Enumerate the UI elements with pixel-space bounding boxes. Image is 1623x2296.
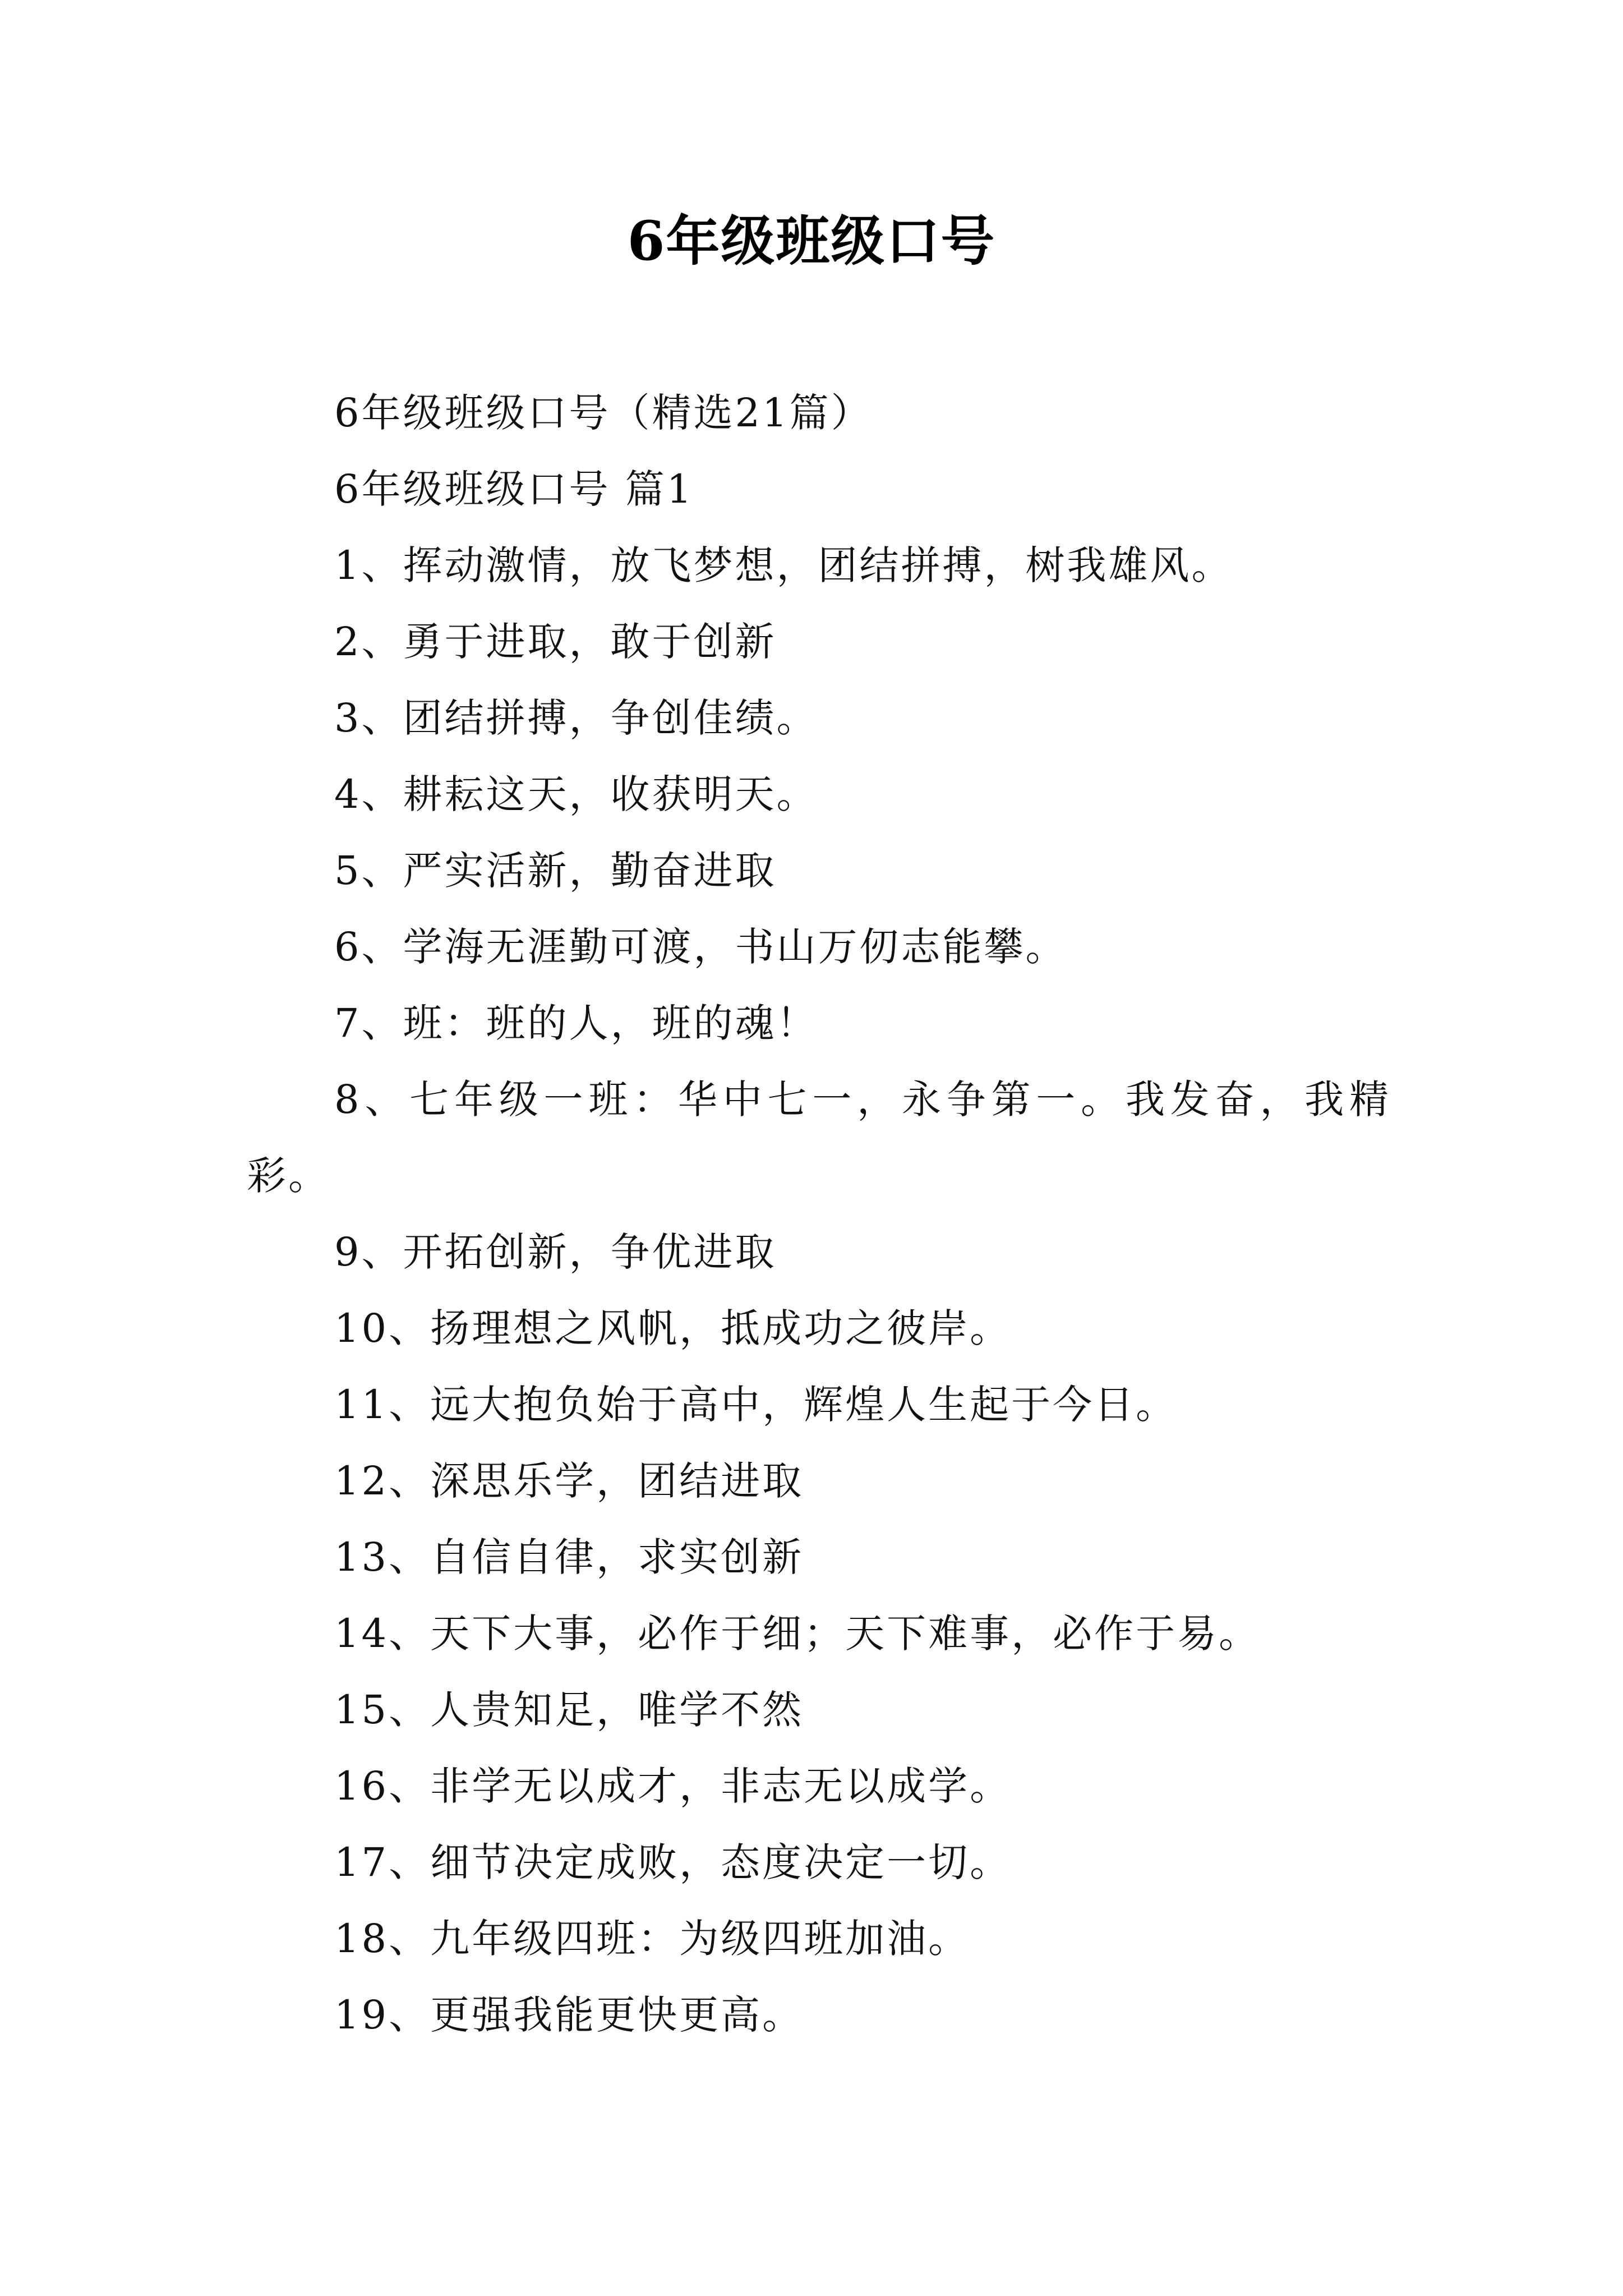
slogan-item: 11、远大抱负始于高中，辉煌人生起于今日。 (334, 1382, 1178, 1428)
document-title: 6年级班级口号 (627, 209, 996, 273)
slogan-item: 2、勇于进取，敢于创新 (334, 619, 777, 665)
slogan-item: 18、九年级四班：为级四班加油。 (334, 1916, 970, 1962)
slogan-item: 12、深思乐学，团结进取 (334, 1458, 804, 1504)
slogan-item: 10、扬理想之风帆，抵成功之彼岸。 (334, 1305, 1012, 1351)
slogan-item: 3、团结拼搏，争创佳绩。 (334, 695, 818, 741)
slogan-item: 17、细节决定成败，态度决定一切。 (334, 1839, 1012, 1885)
slogan-item: 8、七年级一班：华中七一，永争第一。我发奋，我精彩。 (247, 1076, 1391, 1199)
slogan-item: 7、班：班的人，班的魂！ (334, 1000, 818, 1046)
slogan-item: 4、耕耘这天，收获明天。 (334, 771, 818, 817)
slogan-item: 9、开拓创新，争优进取 (334, 1229, 777, 1275)
slogan-item: 16、非学无以成才，非志无以成学。 (334, 1763, 1012, 1809)
paragraph-subtitle: 6年级班级口号（精选21篇） (334, 390, 873, 436)
slogan-item: 19、更强我能更快更高。 (334, 1992, 804, 2038)
slogan-item: 15、人贵知足，唯学不然 (334, 1687, 804, 1733)
document-body (247, 375, 1391, 2053)
paragraph-section-heading: 6年级班级口号 篇1 (334, 466, 694, 512)
slogan-item: 5、严实活新，勤奋进取 (334, 848, 777, 894)
slogan-item: 6、学海无涯勤可渡，书山万仞志能攀。 (334, 924, 1067, 970)
slogan-item: 1、挥动激情，放飞梦想，团结拼搏，树我雄风。 (334, 542, 1233, 588)
slogan-item: 14、天下大事，必作于细；天下难事，必作于易。 (334, 1611, 1261, 1657)
slogan-item: 13、自信自律，求实创新 (334, 1534, 804, 1580)
